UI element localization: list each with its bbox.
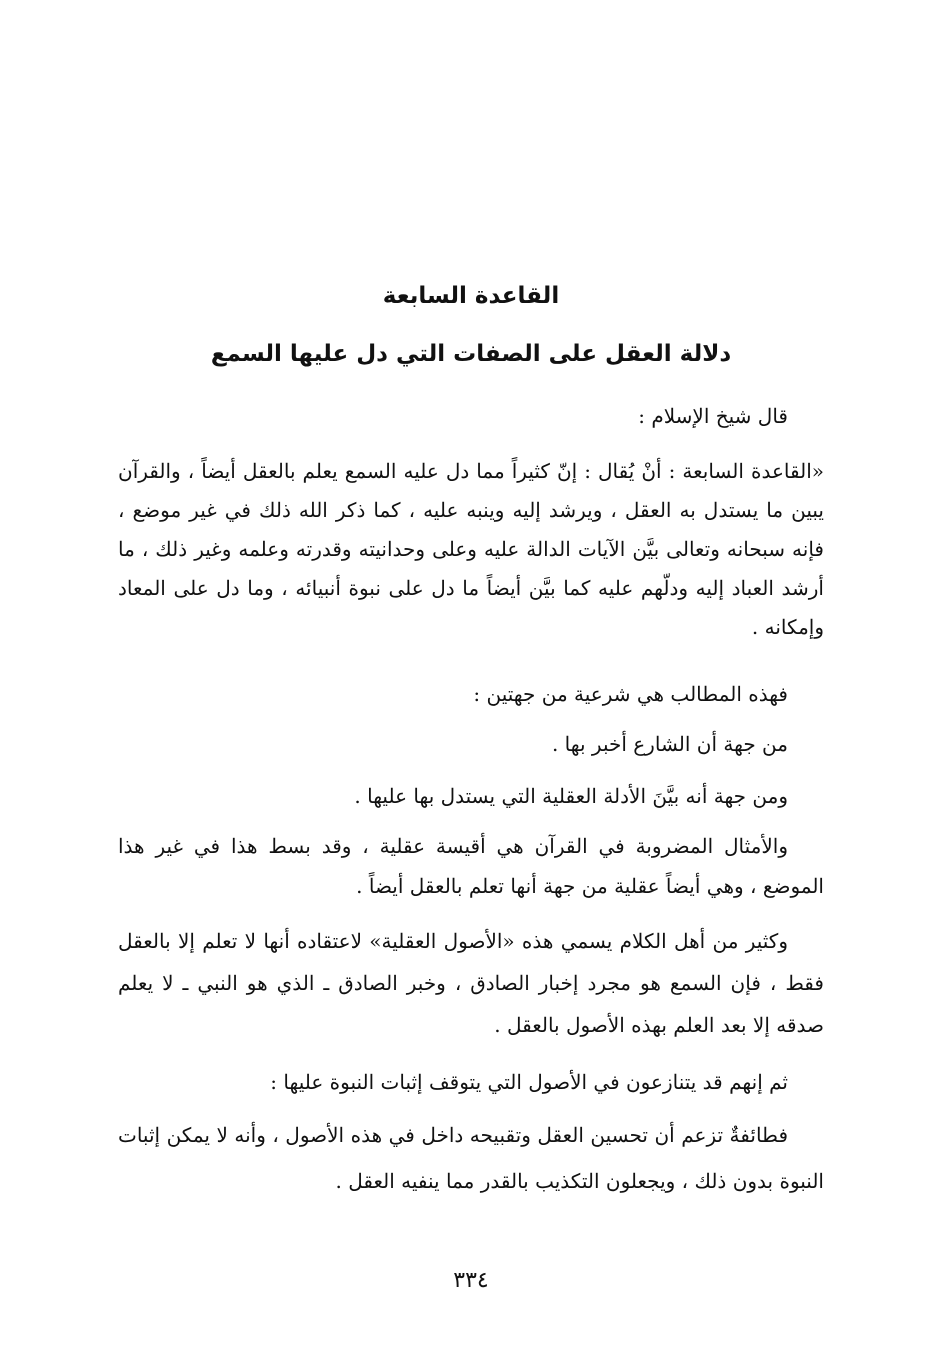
intro-line: قال شيخ الإسلام : [638, 404, 788, 428]
paragraph: ومن جهة أنه بيَّنَ الأدلة العقلية التي يستدل بها عليها . [354, 784, 788, 808]
body-text-block [118, 826, 824, 906]
body-text-block [118, 776, 824, 816]
body-text-block [118, 724, 824, 764]
paragraph: من جهة أن الشارع أخبر بها . [551, 732, 788, 756]
paragraph: فطائفةٌ تزعم أن تحسين العقل وتقبيحه داخل في هذه الأصول ، وأنه لا يمكن إثبات النبوة بدون ذلك ، ويجعلون التكذيب بالقدر مما ينفيه العقل . [118, 1123, 824, 1193]
body-text-block [118, 674, 824, 714]
quoted-paragraph: «القاعدة السابعة : أنْ يُقال : إنّ كثيراً مما دل عليه السمع يعلم بالعقل أيضاً ، والقرآن يبين ما يستدل به العقل ، ويرشد إليه وينبه عليه ، كما ذكر الله ذلك في غير موضع ، فإنه سبحانه وتعالى بيَّن الآيات الدالة عليه وعلى وحدانيته وقدرته وعلمه وغير ذلك ، ما أرشد العباد إليه ودلّهم عليه كما بيَّن أيضاً ما دل على نبوة أنبيائه ، وما دل على المعاد وإمكانه . [118, 459, 824, 639]
body-text-block [118, 452, 824, 647]
paragraph: ثم إنهم قد يتنازعون في الأصول التي يتوقف إثبات النبوة عليها : [270, 1070, 788, 1094]
body-text-block [118, 1062, 824, 1102]
page-number: ٣٣٤ [453, 1268, 489, 1293]
paragraph: وكثير من أهل الكلام يسمي هذه «الأصول العقلية» لاعتقاده أنها لا تعلم إلا بالعقل فقط ، فإن السمع هو مجرد إخبار الصادق ، وخبر الصادق ـ الذي هو النبي ـ لا يعلم صدقه إلا بعد العلم بهذه الأصول بالعقل . [118, 929, 824, 1037]
paragraph: فهذه المطالب هي شرعية من جهتين : [473, 682, 788, 706]
chapter-subtitle: دلالة العقل على الصفات التي دل عليها السمع [210, 341, 732, 367]
body-text-block [118, 920, 824, 1046]
body-text-block [118, 396, 824, 436]
body-text-block [118, 1112, 824, 1204]
chapter-title: القاعدة السابعة [382, 283, 560, 309]
paragraph: والأمثال المضروبة في القرآن هي أقيسة عقلية ، وقد بسط هذا في غير هذا الموضع ، وهي أيضاً عقلية من جهة أنها تعلم بالعقل أيضاً . [118, 834, 824, 898]
